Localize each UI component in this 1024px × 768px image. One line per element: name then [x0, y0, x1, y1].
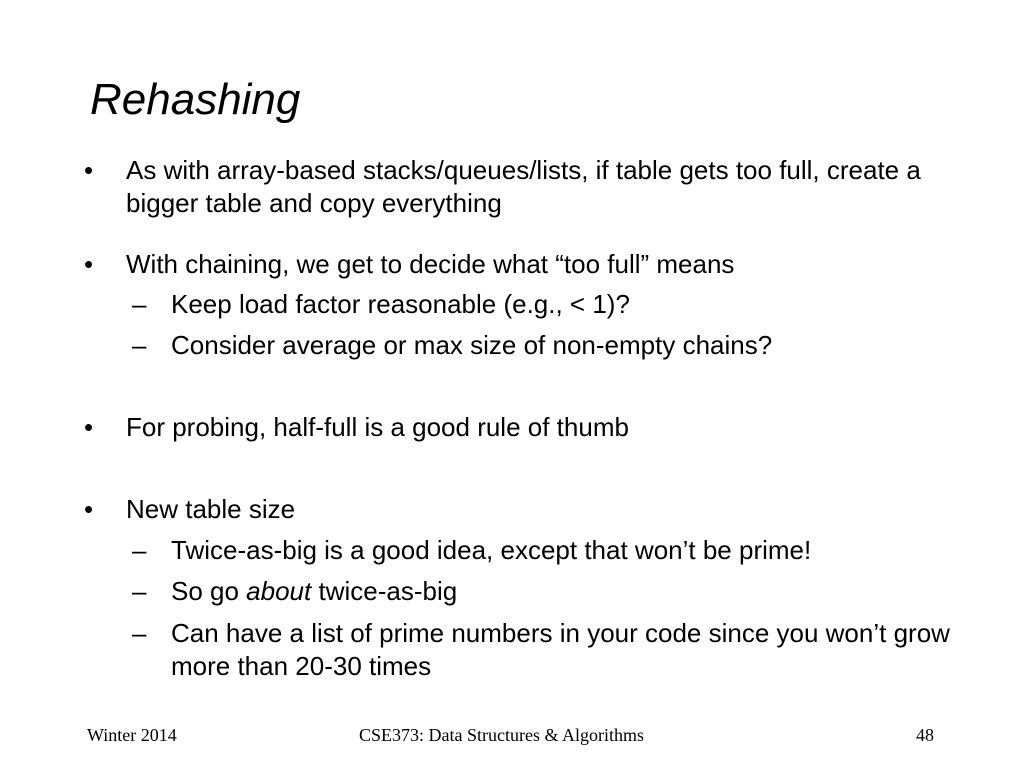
sub-bullet-text: Can have a list of prime numbers in your code since you won’t grow more than 20-30 times: [171, 618, 950, 681]
footer-course-title: CSE373: Data Structures & Algorithms: [359, 725, 644, 745]
sub-bullet-item: [132, 534, 962, 567]
sub-bullet-text-suffix: twice-as-big: [311, 576, 458, 606]
sub-bullet-marker: –: [132, 535, 147, 565]
sub-bullet-item: [132, 288, 962, 321]
bullet-text: For probing, half-full is a good rule of thumb: [126, 412, 629, 442]
bullet-item: [84, 493, 964, 526]
bullet-marker: •: [84, 412, 94, 442]
sub-bullet-marker: –: [132, 576, 147, 606]
bullet-text: With chaining, we get to decide what “too full” means: [126, 249, 735, 279]
bullet-marker: •: [84, 494, 94, 524]
slide-title: Rehashing: [90, 75, 301, 124]
footer-term: Winter 2014: [87, 725, 177, 745]
sub-bullet-item: [132, 617, 962, 683]
emphasized-word: about: [246, 576, 312, 606]
bullet-text: New table size: [126, 494, 296, 524]
bullet-item: [84, 411, 964, 444]
sub-bullet-text: Keep load factor reasonable (e.g., < 1)?: [171, 289, 630, 319]
sub-bullet-marker: –: [132, 289, 147, 319]
sub-bullet-text: Consider average or max size of non-empty chains?: [171, 330, 773, 360]
sub-bullet-text-prefix: So go: [171, 576, 247, 606]
sub-bullet-text: [171, 575, 962, 608]
sub-bullet-text: Twice-as-big is a good idea, except that won’t be prime!: [171, 535, 812, 565]
bullet-item: [84, 248, 964, 281]
sub-bullet-item: [132, 575, 962, 608]
sub-bullet-marker: –: [132, 618, 147, 648]
bullet-marker: •: [84, 155, 94, 185]
sub-bullet-item: [132, 329, 962, 362]
bullet-item: [84, 154, 964, 220]
sub-bullet-marker: –: [132, 330, 147, 360]
bullet-text: As with array-based stacks/queues/lists, if table gets too full, create a bigger table and copy everything: [126, 155, 921, 218]
bullet-marker: •: [84, 249, 94, 279]
page-number: 48: [916, 725, 934, 745]
